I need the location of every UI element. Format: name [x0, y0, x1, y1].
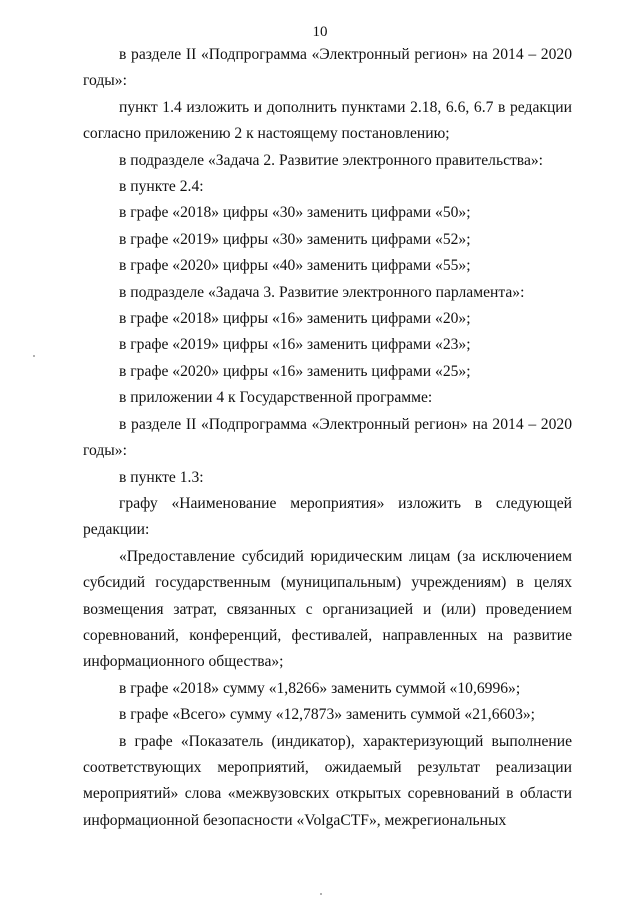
- page-number: 10: [312, 24, 328, 40]
- paragraph: в графе «Показатель (индикатор), характеризующий выполнение соответствующих мероприятий, ожидаемый результат реализации мероприятий» слова «межвузовских открытых соревнований в области информационной безопасности «VolgaCTF», межрегиональных: [83, 732, 572, 829]
- paragraph: в пункте 2.4:: [119, 178, 204, 196]
- paragraph: в графе «Всего» сумму «12,7873» заменить суммой «21,6603»;: [119, 706, 536, 724]
- paragraph: в графе «2019» цифры «16» заменить цифрами «23»;: [119, 336, 471, 354]
- paragraph: в пункте 1.3:: [119, 468, 204, 486]
- paragraph: в графе «2020» цифры «16» заменить цифрами «25»;: [119, 362, 471, 380]
- paragraph: в подразделе «Задача 2. Развитие электронного правительства»:: [119, 151, 544, 169]
- paragraph: в графе «2020» цифры «40» заменить цифрами «55»;: [119, 257, 471, 275]
- paragraph: в разделе II «Подпрограмма «Электронный регион» на 2014 – 2020 годы»:: [83, 46, 572, 90]
- paragraph: в подразделе «Задача 3. Развитие электронного парламента»:: [119, 283, 525, 301]
- document-body: [83, 42, 572, 834]
- scan-artifact: [320, 893, 322, 895]
- paragraph: пункт 1.4 изложить и дополнить пунктами 2.18, 6.6, 6.7 в редакции согласно приложению 2 к настоящему постановлению;: [83, 98, 572, 143]
- scan-artifact: [33, 355, 35, 357]
- paragraph: в графе «2018» цифры «16» заменить цифрами «20»;: [119, 310, 471, 328]
- paragraph: в приложении 4 к Государственной программе:: [119, 389, 433, 407]
- paragraph: в графе «2018» сумму «1,8266» заменить суммой «10,6996»;: [119, 679, 521, 697]
- paragraph: в графе «2019» цифры «30» заменить цифрами «52»;: [119, 230, 471, 248]
- paragraph: в графе «2018» цифры «30» заменить цифрами «50»;: [119, 204, 471, 222]
- paragraph: графу «Наименование мероприятия» изложить в следующей редакции:: [83, 494, 572, 539]
- paragraph: «Предоставление субсидий юридическим лицам (за исключением субсидий государственным (муниципальным) учреждениям) в целях возмещения затрат, связанных с организацией и (или) проведением соревнований, конференций, фестивалей, направленных на развитие информационного общества»;: [83, 547, 572, 671]
- paragraph: в разделе II «Подпрограмма «Электронный регион» на 2014 – 2020 годы»:: [83, 415, 572, 460]
